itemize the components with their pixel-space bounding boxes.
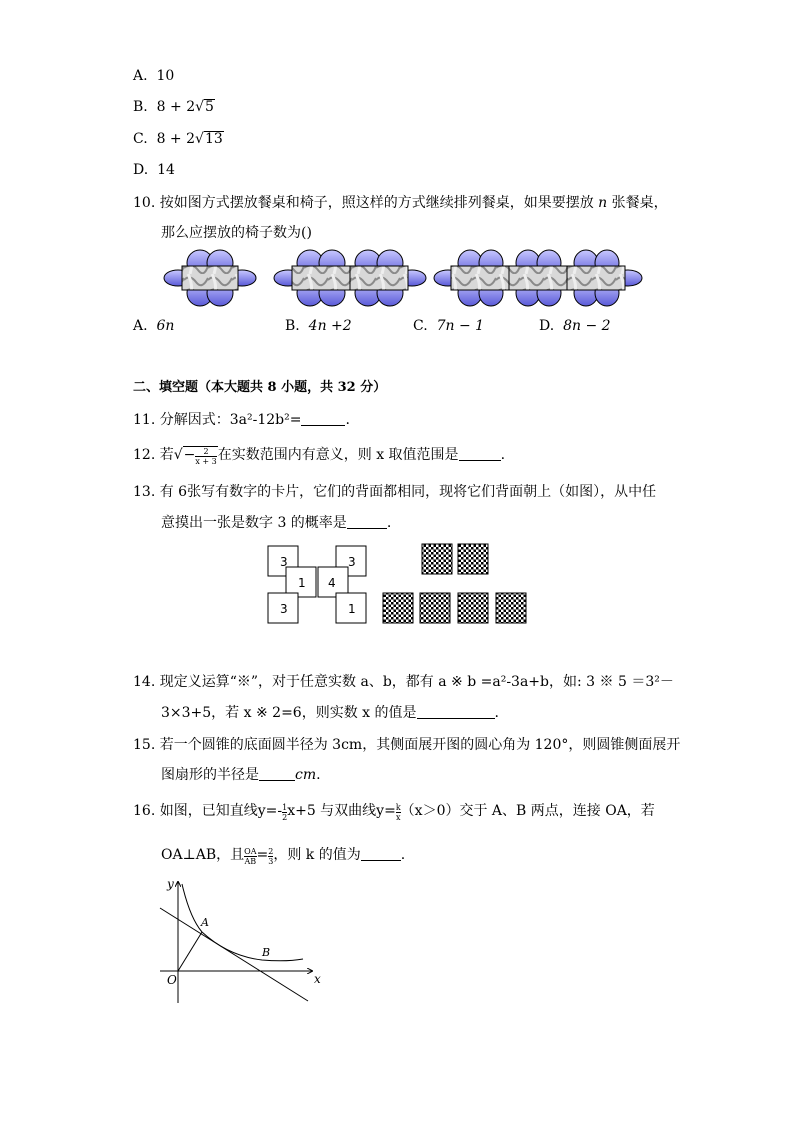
- x-label: x: [314, 972, 321, 986]
- q15-line1: 15. 若一个圆锥的底面圆半径为 3cm，其侧面展开图的圆心角为 120°，则圆锥侧面展开: [133, 737, 681, 753]
- face-up-cards: [268, 546, 366, 623]
- q16-answer-blank[interactable]: [361, 846, 401, 861]
- tables-one: [164, 250, 256, 306]
- q10-tables-figure: [160, 250, 650, 306]
- tables-three: [434, 250, 642, 306]
- q10-stem-line2: 那么应摆放的椅子数为(): [161, 225, 312, 241]
- q14-line2: 3×3+5，若 x ※ 2=6，则实数 x 的值是 .: [161, 705, 499, 721]
- card-2-digit: 1: [298, 576, 306, 590]
- card-6-digit: 1: [348, 602, 356, 616]
- q16-line1: 16. 如图，已知直线y=- $\frac{1}{2}$ x+5 与双曲线y= $\frac{k}{x}$ （x＞0）交于 A、B 两点，连接 OA，若: [133, 803, 655, 822]
- q10-stem-line1: 10. 按如图方式摆放餐桌和椅子，照这样的方式继续排列餐桌，如果要摆放 n 张餐桌，: [133, 195, 668, 211]
- line-ab: [160, 908, 308, 1001]
- tables-two: [274, 250, 426, 306]
- q10-option-c: C. 7n − 1: [413, 318, 485, 334]
- point-b-label: B: [262, 946, 271, 959]
- q13-cards-figure: [266, 542, 530, 626]
- card-1-digit: 3: [280, 555, 288, 569]
- segment-oa: [178, 932, 202, 971]
- q12: 12. 若√− $\frac{2}{x + 3}$ 在实数范围内有意义，则 x 取值范围是 .: [133, 447, 506, 466]
- q14-line1: 14. 现定义运算“※”，对于任意实数 a、b，都有 a ※ b =a²-3a+b，如: 3 ※ 5 ＝3²－: [133, 674, 674, 690]
- q15-answer-blank[interactable]: [259, 766, 295, 781]
- y-label: y: [167, 877, 174, 891]
- q16-line2: OA⊥AB，且 $\frac{OA}{AB}$ = $\frac{2}{3}$ ，则 k 的值为 .: [161, 847, 406, 866]
- q11: 11. 分解因式：3a²-12b²= .: [133, 412, 350, 428]
- q14-answer-blank[interactable]: [417, 704, 495, 719]
- q9-option-c: C. 8 + 2√13: [133, 131, 223, 147]
- face-down-cards: [383, 544, 526, 623]
- q16-graph-figure: [158, 876, 328, 1006]
- q9-option-d: D. 14: [133, 162, 175, 178]
- origin-label: O: [167, 973, 177, 987]
- card-4-digit: 3: [280, 602, 288, 616]
- q10-option-b: B. 4n +2: [285, 318, 352, 334]
- q13-line1: 13. 有 6张写有数字的卡片，它们的背面都相同，现将它们背面朝上（如图），从中任: [133, 484, 657, 500]
- q10-option-a: A. 6n: [133, 318, 175, 334]
- card-3-digit: 4: [328, 576, 336, 590]
- q11-answer-blank[interactable]: [301, 411, 345, 426]
- q15-line2: 图扇形的半径是 cm.: [161, 767, 321, 783]
- q13-line2: 意摸出一张是数字 3 的概率是 .: [161, 515, 392, 531]
- card-5-digit: 3: [348, 555, 356, 569]
- q9-option-a: A. 10: [133, 68, 175, 84]
- section-2-title: 二、填空题（本大题共 8 小题，共 32 分）: [133, 380, 387, 395]
- q13-answer-blank[interactable]: [347, 514, 387, 529]
- q10-option-d: D. 8n − 2: [539, 318, 611, 334]
- q12-answer-blank[interactable]: [459, 446, 501, 461]
- point-a-label: A: [201, 916, 209, 929]
- q9-option-b: B. 8 + 2√5: [133, 99, 214, 115]
